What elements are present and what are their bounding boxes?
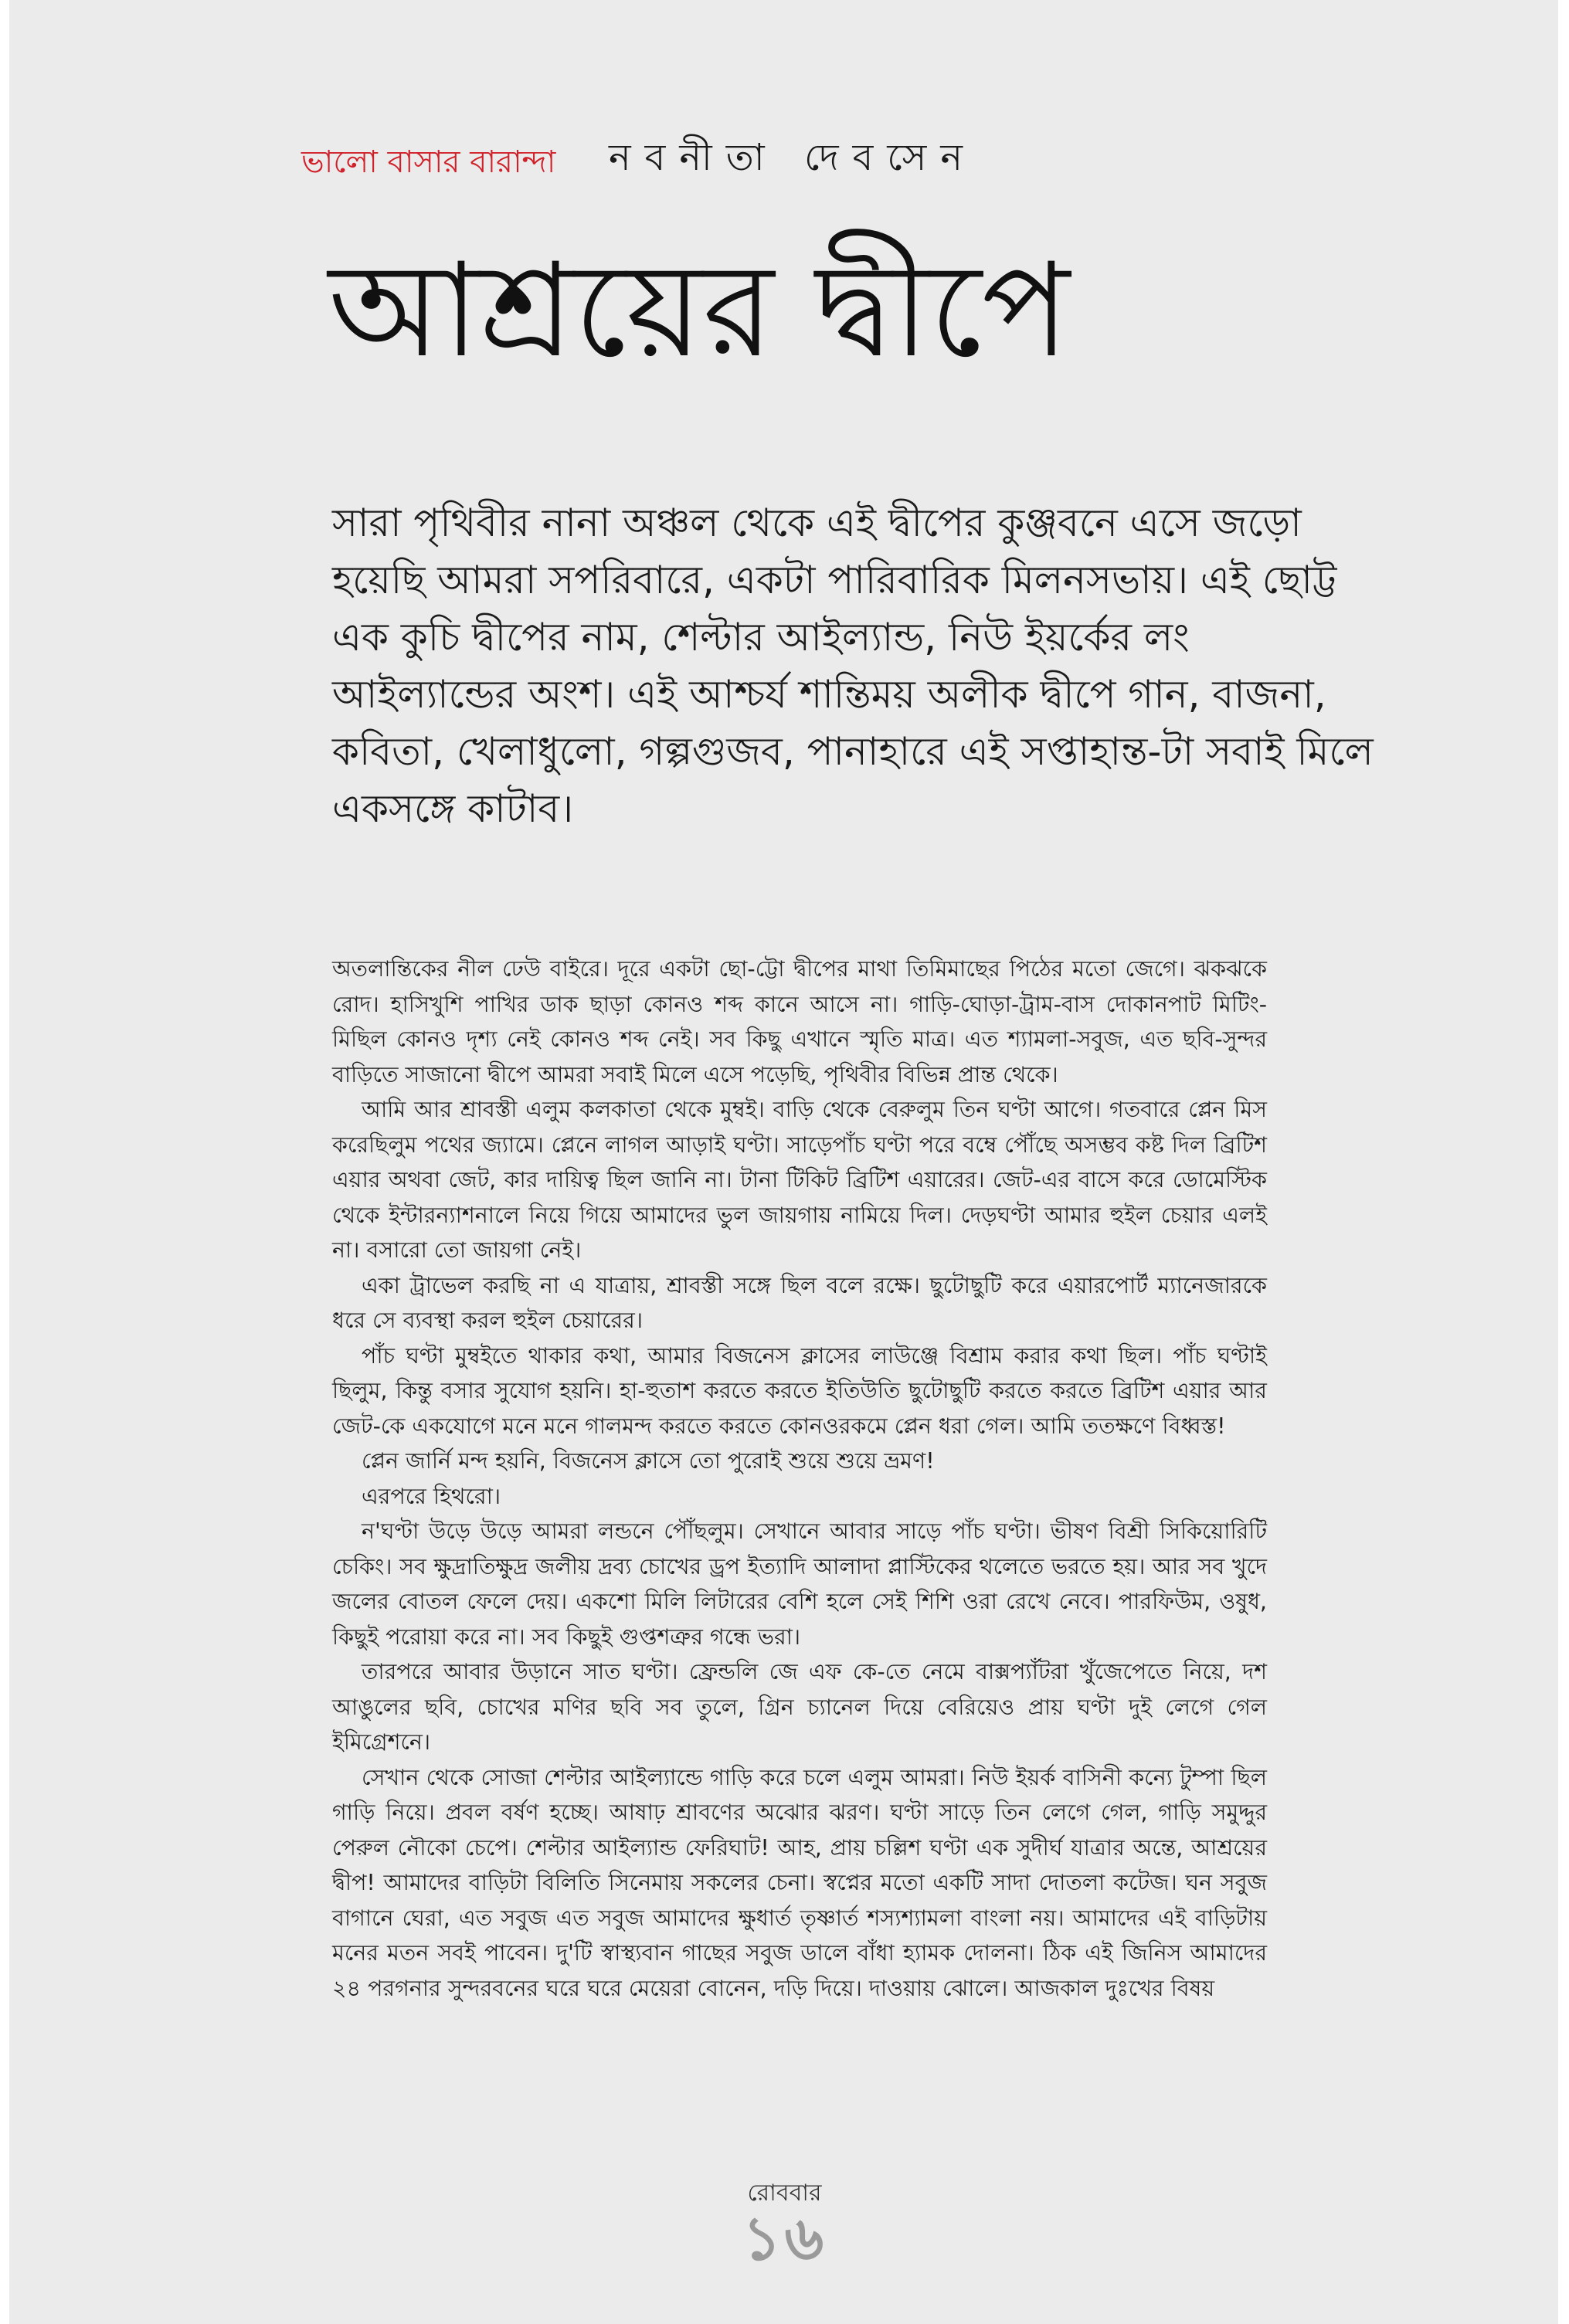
author-name: নবনীতা দেবসেন <box>609 136 976 179</box>
body-paragraph: এরপরে হিথরো। <box>362 1483 501 1509</box>
page-margin-left <box>0 0 9 2324</box>
intro-paragraph: সারা পৃথিবীর নানা অঞ্চল থেকে এই দ্বীপের কুঞ্জবনে এসে জড়ো হয়েছি আমরা সপরিবারে, একটা পারিবারিক মিলনসভায়। এই ছোট্ট এক কুচি দ্বীপের নাম, শেল্টার আইল্যান্ড, নিউ ইয়র্কের লং আইল্যান্ডের অংশ। এই আশ্চর্য শান্তিময় অলীক দ্বীপে গান, বাজনা, কবিতা, খেলাধুলো, গল্পগুজব, পানাহারে এই সপ্তাহান্ত-টা সবাই মিলে একসঙ্গে কাটাব। <box>332 500 1374 831</box>
body-paragraph: তারপরে আবার উড়ানে সাত ঘণ্টা। ফ্রেন্ডলি জে এফ কে-তে নেমে বাক্সপ্যাঁটরা খুঁজেপেতে নিয়ে, দশ আঙুলের ছবি, চোখের মণির ছবি সব তুলে, গ্রিন চ্যানেল দিয়ে বেরিয়েও প্রায় ঘণ্টা দুই লেগে গেল ইমিগ্রেশনে। <box>332 1659 1267 1755</box>
article-header <box>301 130 1306 184</box>
article-body <box>332 952 1267 2006</box>
article-title: আশ্রয়ের দ্বীপে <box>328 235 1070 386</box>
magazine-name: রোববার <box>747 2180 822 2207</box>
body-paragraph: অতলান্তিকের নীল ঢেউ বাইরে। দূরে একটা ছো-ট্টো দ্বীপের মাথা তিমিমাছের পিঠের মতো জেগে। ঝকঝকে রোদ। হাসিখুশি পাখির ডাক ছাড়া কোনও শব্দ কানে আসে না। গাড়ি-ঘোড়া-ট্রাম-বাস দোকানপাট মিটিং-মিছিল কোনও দৃশ্য নেই কোনও শব্দ নেই। সব কিছু এখানে স্মৃতি মাত্র। এত শ্যামলা-সবুজ, এত ছবি-সুন্দর বাড়িতে সাজানো দ্বীপে আমরা সবাই মিলে এসে পড়েছি, পৃথিবীর বিভিন্ন প্রান্ত থেকে। <box>332 956 1267 1087</box>
body-paragraph: ন'ঘণ্টা উড়ে উড়ে আমরা লন্ডনে পৌঁছলুম। সেখানে আবার সাড়ে পাঁচ ঘণ্টা। ভীষণ বিশ্রী সিকিয়োরিটি চেকিং। সব ক্ষুদ্রাতিক্ষুদ্র জলীয় দ্রব্য চোখের ড্রপ ইত্যাদি আলাদা প্লাস্টিকের থলেতে ভরতে হয়। আর সব খুদে জলের বোতল ফেলে দেয়। একশো মিলি লিটারের বেশি হলে সেই শিশি ওরা রেখে নেবে। পারফিউম, ওষুধ, কিছুই পরোয়া করে না। সব কিছুই গুপ্তশত্রুর গন্ধে ভরা। <box>332 1518 1267 1650</box>
column-name: ভালো বাসার বারান্দা <box>301 144 556 180</box>
body-paragraph: সেখান থেকে সোজা শেল্টার আইল্যান্ডে গাড়ি করে চলে এলুম আমরা। নিউ ইয়র্ক বাসিনী কন্যে টুম্পা ছিল গাড়ি নিয়ে। প্রবল বর্ষণ হচ্ছে। আষাঢ় শ্রাবণের অঝোর ঝরণ। ঘণ্টা সাড়ে তিন লেগে গেল, গাড়ি সমুদ্দুর পেরুল নৌকো চেপে। শেল্টার আইল্যান্ড ফেরিঘাট! আহ, প্রায় চল্লিশ ঘণ্টা এক সুদীর্ঘ যাত্রার অন্তে, আশ্রয়ের দ্বীপ! আমাদের বাড়িটা বিলিতি সিনেমায় সকলের চেনা। স্বপ্নের মতো একটি সাদা দোতলা কটেজ। ঘন সবুজ বাগানে ঘেরা, এত সবুজ এত সবুজ আমাদের ক্ষুধার্ত তৃষ্ণার্ত শস্যশ্যামলা বাংলা নয়। আমাদের এই বাড়িটায় মনের মতন সবই পাবেন। দু'টি স্বাস্থ্যবান গাছের সবুজ ডালে বাঁধা হ্যামক দোলনা। ঠিক এই জিনিস আমাদের ২৪ পরগনার সুন্দরবনের ঘরে ঘরে মেয়েরা বোনেন, দড়ি দিয়ে। দাওয়ায় ঝোলে। আজকাল দুঃখের বিষয় <box>332 1764 1267 2001</box>
article-intro <box>332 494 1383 837</box>
body-paragraph: আমি আর শ্রাবস্তী এলুম কলকাতা থেকে মুম্বই। বাড়ি থেকে বেরুলুম তিন ঘণ্টা আগে। গতবারে প্লেন মিস করেছিলুম পথের জ্যামে। প্লেনে লাগল আড়াই ঘণ্টা। সাড়েপাঁচ ঘণ্টা পরে বম্বে পৌঁছে অসম্ভব কষ্ট দিল ব্রিটিশ এয়ার অথবা জেট, কার দায়িত্ব ছিল জানি না। টানা টিকিট ব্রিটিশ এয়ারের। জেট-এর বাসে করে ডোমেস্টিক থেকে ইন্টারন্যাশনালে নিয়ে গিয়ে আমাদের ভুল জায়গায় নামিয়ে দিল। দেড়ঘণ্টা আমার হুইল চেয়ার এলই না। বসারো তো জায়গা নেই। <box>332 1097 1267 1263</box>
page-number: ১৬ <box>742 2204 827 2274</box>
body-paragraph: প্লেন জার্নি মন্দ হয়নি, বিজনেস ক্লাসে তো পুরোই শুয়ে শুয়ে ভ্রমণ! <box>362 1448 935 1474</box>
body-paragraph: পাঁচ ঘণ্টা মুম্বইতে থাকার কথা, আমার বিজনেস ক্লাসের লাউঞ্জে বিশ্রাম করার কথা ছিল। পাঁচ ঘণ্টাই ছিলুম, কিন্তু বসার সুযোগ হয়নি। হা-হুতাশ করতে করতে ইতিউতি ছুটোছুটি করতে করতে ব্রিটিশ এয়ার আর জেট-কে একযোগে মনে মনে গালমন্দ করতে করতে কোনওরকমে প্লেন ধরা গেল। আমি ততক্ষণে বিধ্বস্ত! <box>332 1342 1267 1439</box>
page-margin-right <box>1558 0 1569 2324</box>
body-paragraph: একা ট্রাভেল করছি না এ যাত্রায়, শ্রাবস্তী সঙ্গে ছিল বলে রক্ষে। ছুটোছুটি করে এয়ারপোর্ট ম্যানেজারকে ধরে সে ব্যবস্থা করল হুইল চেয়ারের। <box>332 1272 1267 1333</box>
